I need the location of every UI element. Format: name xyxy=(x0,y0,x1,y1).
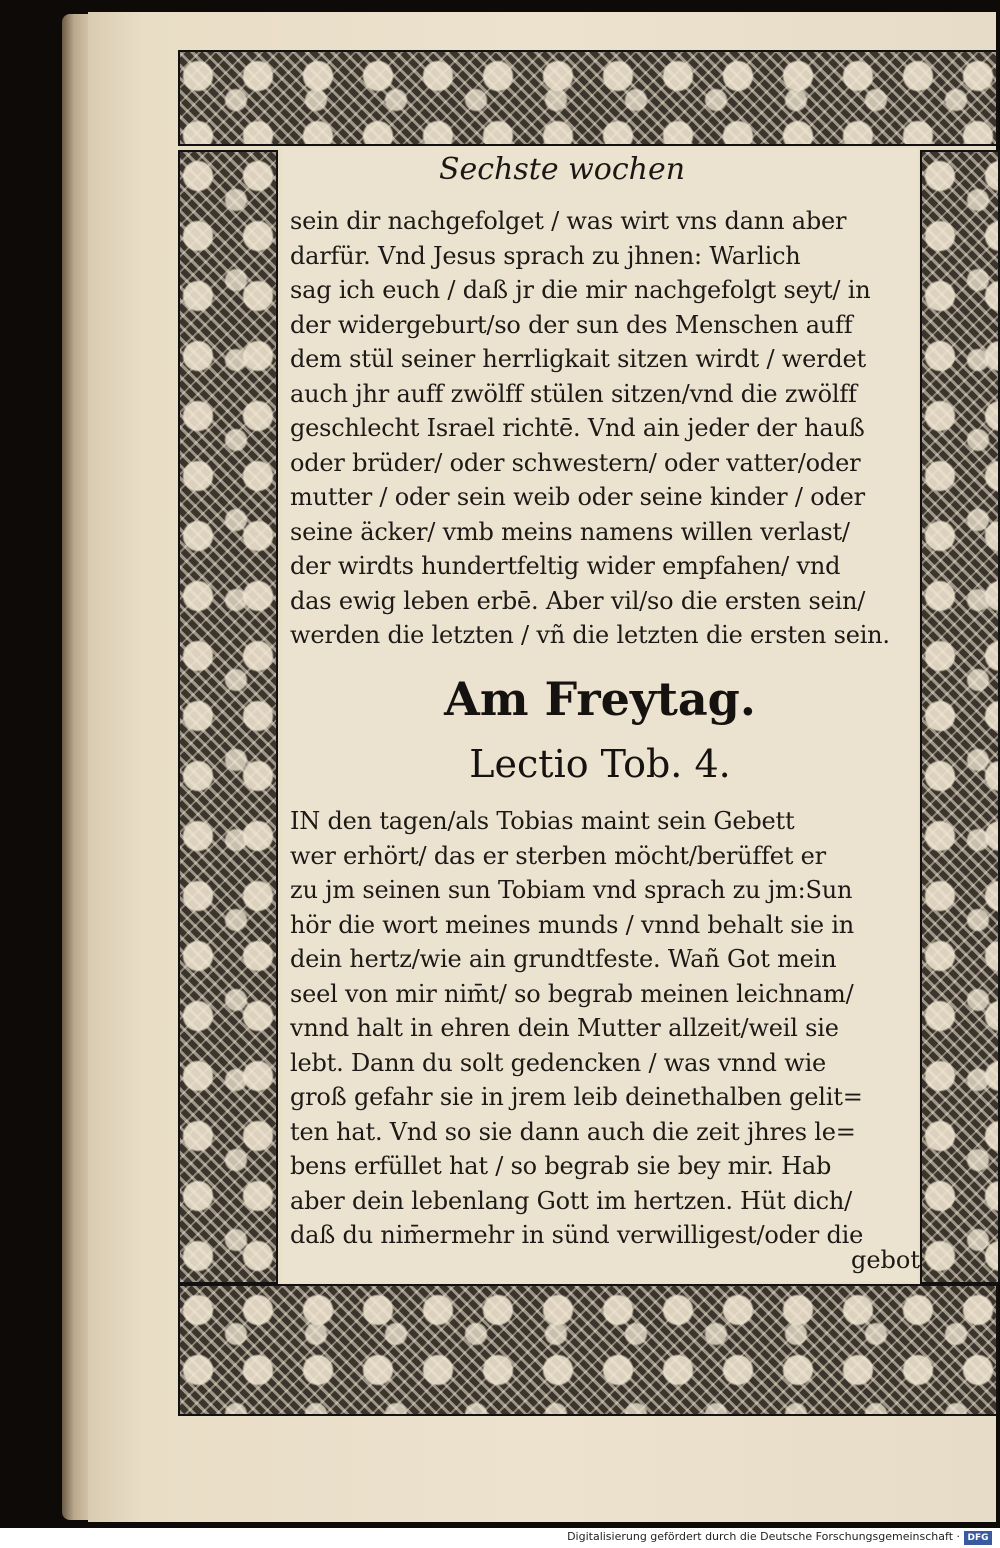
catchword: gebot xyxy=(850,1246,920,1274)
text-line: vnnd halt in ehren dein Mutter allzeit/weil sie xyxy=(290,1014,839,1042)
running-head: Sechste wochen xyxy=(438,152,686,187)
text-line: der widergeburt/so der sun des Menschen auff xyxy=(290,310,853,339)
text-line: seel von mir nim̄t/ so begrab meinen leichnam/ xyxy=(290,979,854,1008)
text-line: seine äcker/ vmb meins namens willen verlast/ xyxy=(290,517,850,546)
text-line: bens erfüllet hat / so begrab sie bey mir. Hab xyxy=(290,1152,832,1180)
text-line: darfür. Vnd Jesus sprach zu jhnen: Warlich xyxy=(290,241,801,270)
section-heading: Am Freytag. xyxy=(444,672,756,726)
text-line: zu jm seinen sun Tobiam vnd sprach zu jm:Sun xyxy=(290,876,853,904)
funding-credit: Digitalisierung gefördert durch die Deutsche Forschungsgemeinschaft · xyxy=(567,1530,960,1543)
text-line: der wirdts hundertfeltig wider empfahen/ vnd xyxy=(290,552,841,580)
text-line: hör die wort meines munds / vnnd behalt sie in xyxy=(290,910,855,939)
text-line: werden die letzten / vñ die letzten die ersten sein. xyxy=(290,621,890,649)
text-line: auch jhr auff zwölff stülen sitzen/vnd die zwölff xyxy=(290,379,857,408)
ornamental-border-top xyxy=(178,50,998,146)
text-line: geschlecht Israel richtē. Vnd ain jeder der hauß xyxy=(290,414,865,442)
text-block-top xyxy=(290,204,914,653)
text-line: aber dein lebenlang Gott im hertzen. Hüt dich/ xyxy=(290,1186,853,1215)
text-line: sag ich euch / daß jr die mir nachgefolgt seyt/ in xyxy=(290,276,871,304)
text-line: IN den tagen/als Tobias maint sein Gebett xyxy=(290,807,795,835)
text-line: ten hat. Vnd so sie dann auch die zeit jhres le= xyxy=(290,1117,856,1146)
text-line: mutter / oder sein weib oder seine kinder / oder xyxy=(290,483,865,511)
text-line: daß du nim̄ermehr in sünd verwilligest/oder die xyxy=(290,1221,864,1249)
lesson-heading: Lectio Tob. 4. xyxy=(469,742,731,786)
text-line: groß gefahr sie in jrem leib deinethalben gelit= xyxy=(290,1083,863,1111)
text-line: dem stül seiner herrligkait sitzen wirdt / werdet xyxy=(290,345,866,373)
text-line: wer erhört/ das er sterben möcht/berüffet er xyxy=(290,841,826,870)
text-line: sein dir nachgefolget / was wirt vns dann aber xyxy=(290,207,847,235)
text-line: oder brüder/ oder schwestern/ oder vatter/oder xyxy=(290,448,861,477)
text-line: lebt. Dann du solt gedencken / was vnnd wie xyxy=(290,1048,827,1077)
text-line: dein hertz/wie ain grundtfeste. Wañ Got mein xyxy=(290,945,837,973)
text-block-bottom xyxy=(290,804,914,1253)
text-line: das ewig leben erbē. Aber vil/so die ersten sein/ xyxy=(290,586,866,615)
dfg-logo-icon[interactable]: DFG xyxy=(964,1531,992,1545)
ornamental-border-bottom xyxy=(178,1284,998,1416)
ornamental-border-right xyxy=(920,150,1000,1284)
ornamental-border-left xyxy=(178,150,278,1284)
